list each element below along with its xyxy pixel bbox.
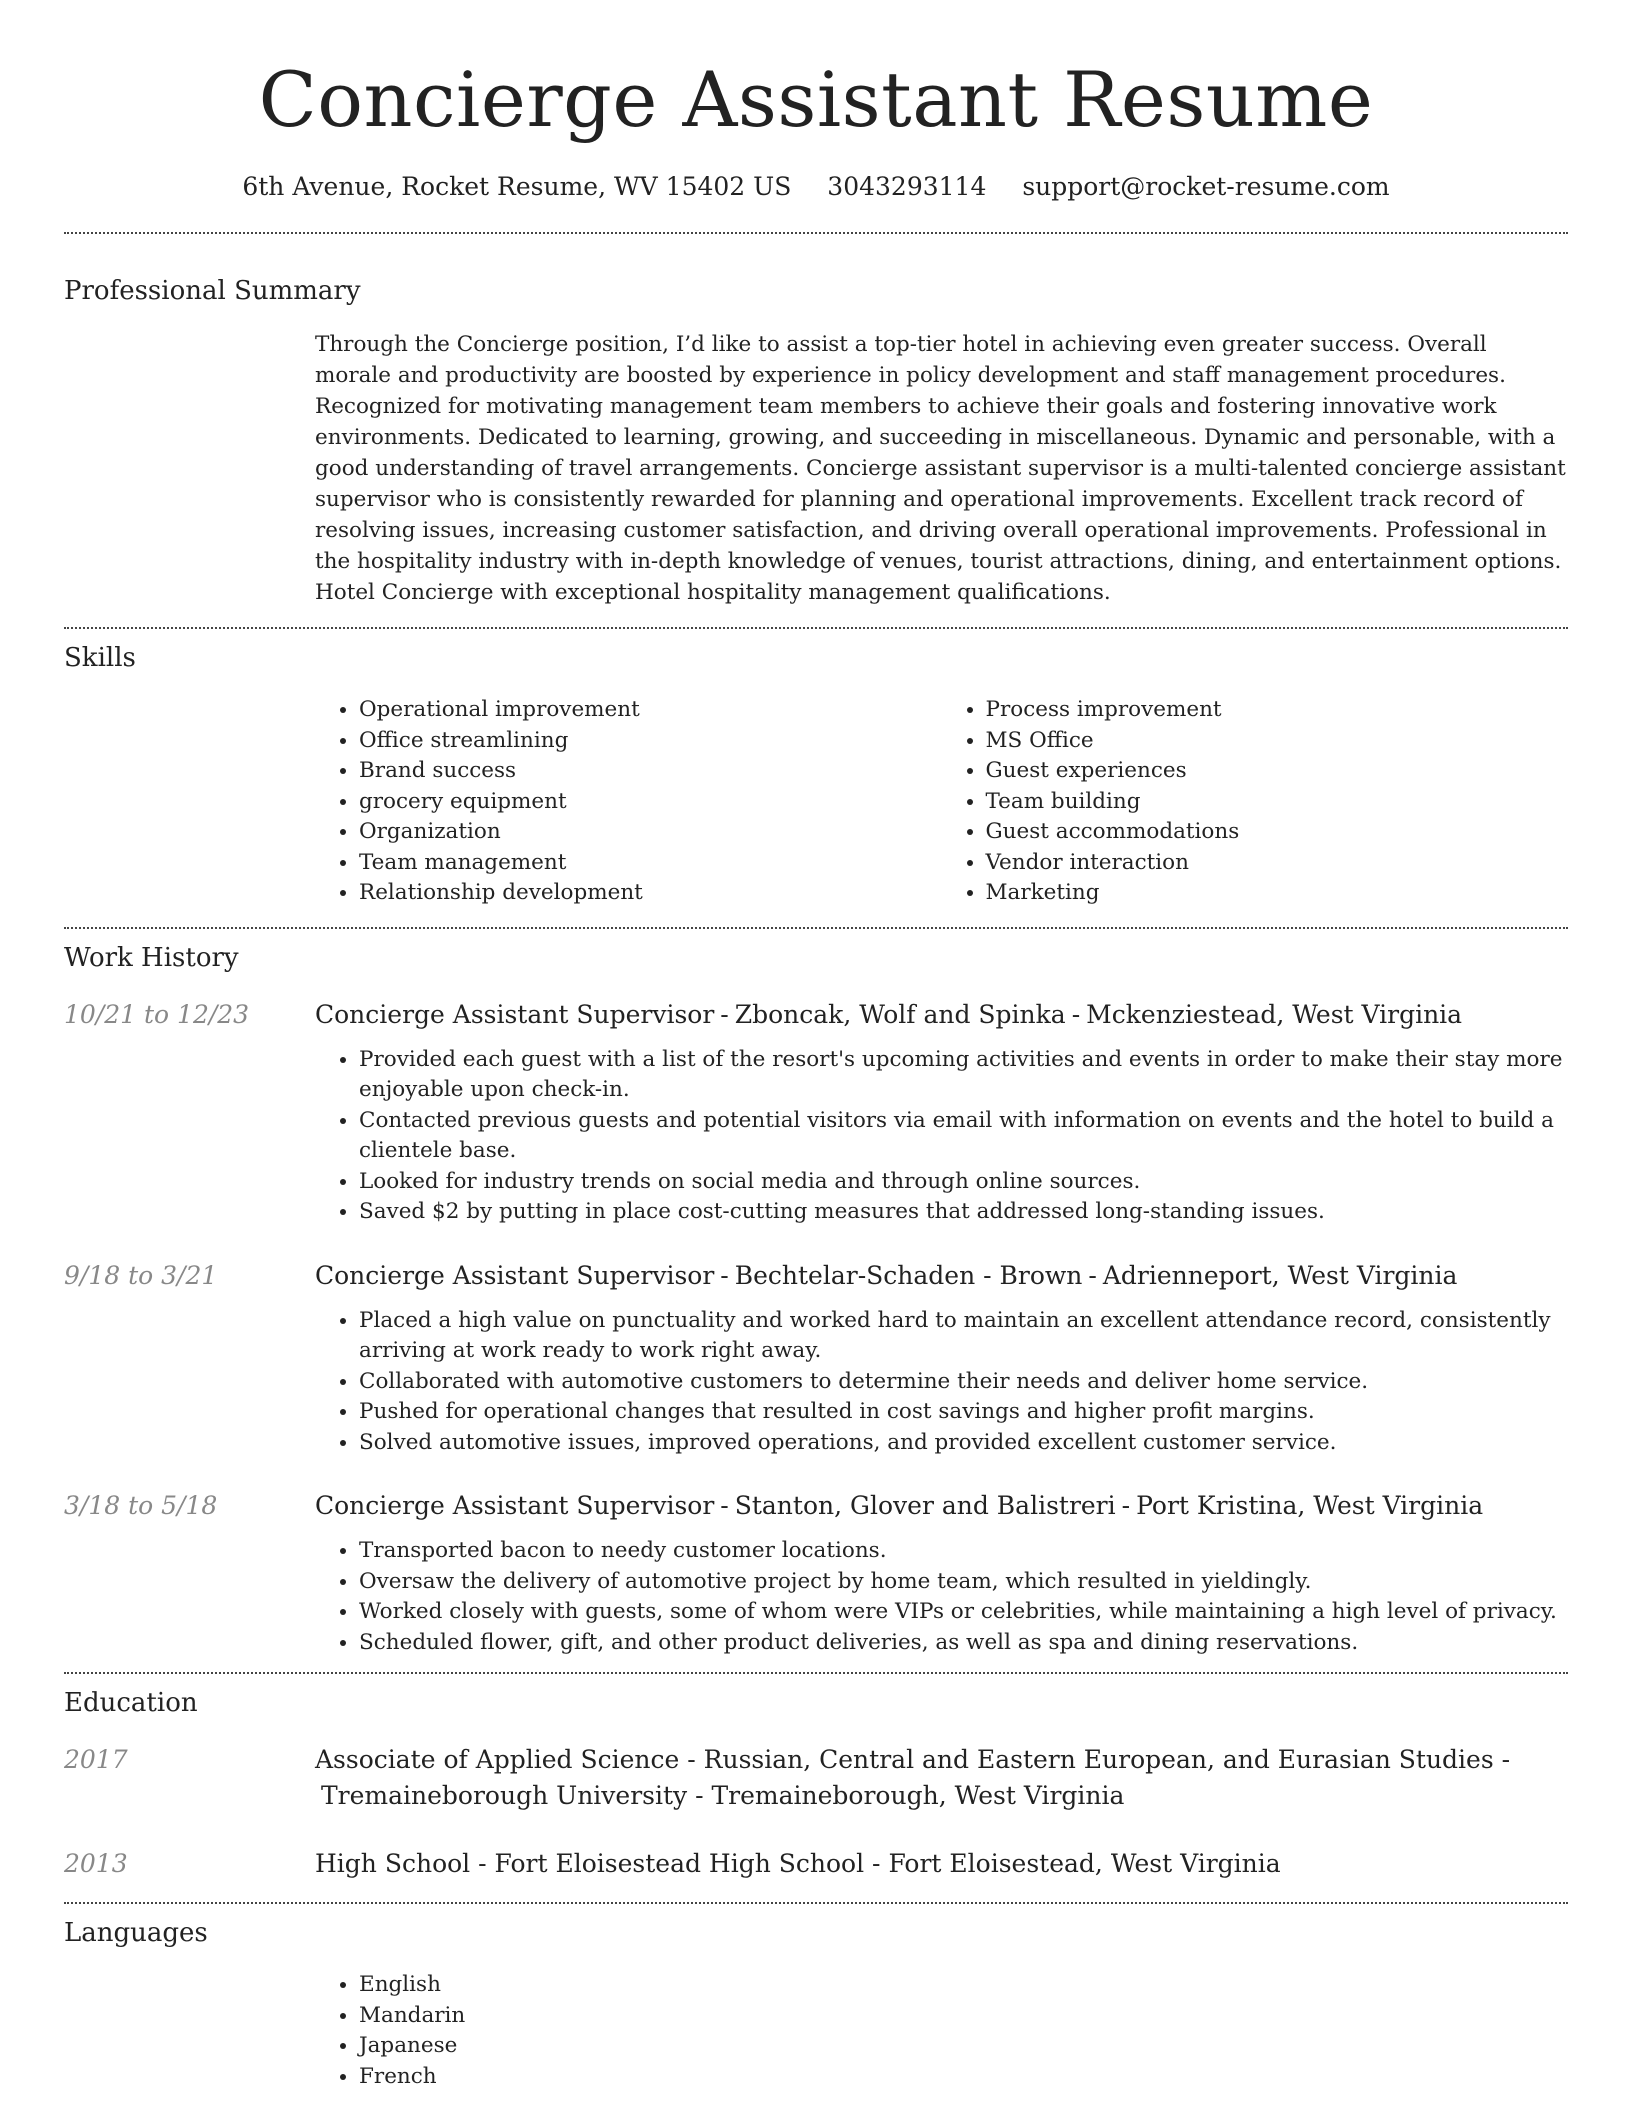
job-title: Concierge Assistant Supervisor [315,999,715,1029]
job-dates: 9/18 to 3/21 [64,1260,218,1290]
job-bullet: • Provided each guest with a list of the resort's upcoming activities and events in order to make their stay more enjoyable upon check-in. [359,1045,1568,1106]
skills-list-right [942,695,1569,909]
job-bullet: • Oversaw the delivery of automotive project by home team, which resulted in yieldingly. [359,1567,1568,1598]
skill-item: • Team building [986,787,1569,818]
resume-title: Concierge Assistant Resume [258,55,1374,144]
languages-heading: Languages [64,1918,208,1948]
job-dates: 10/21 to 12/23 [64,999,250,1029]
job-bullet: • Looked for industry trends on social media and through online sources. [359,1167,1568,1198]
job-entry [64,997,1568,1228]
job-bullet: • Placed a high value on punctuality and worked hard to maintain an excellent attendance record, consistently arriving at work ready to work right away. [359,1306,1568,1367]
contact-line [64,170,1568,204]
language-item: • Japanese [359,2031,1568,2062]
languages-content [315,1970,1568,2092]
work-history-section [64,941,1568,1659]
skill-item: • Team management [359,848,942,879]
job-bullets [315,1306,1568,1459]
education-year: 2013 [64,1849,128,1878]
job-title-line: Concierge Assistant Supervisor - Zboncak, Wolf and Spinka - Mckenziestead, West Virginia [315,999,1463,1029]
resume-page [64,0,1568,2092]
education-line: Associate of Applied Science - Russian, Central and Eastern European, and Eurasian Studies - [315,1745,1511,1774]
skills-list-left [315,695,942,909]
language-item: • English [359,1970,1568,2001]
job-company: Stanton, Glover and Balistreri [734,1491,1116,1520]
education-heading: Education [64,1688,198,1718]
job-bullet: • Transported bacon to needy customer locations. [359,1536,1568,1567]
skill-item: • Guest experiences [986,756,1569,787]
job-bullet: • Contacted previous guests and potential visitors via email with information on events and the hotel to build a clientele base. [359,1106,1568,1167]
work-history-heading: Work History [64,942,239,973]
summary-heading: Professional Summary [64,276,361,306]
skills-heading: Skills [64,643,136,673]
skill-item: • Vendor interaction [986,848,1569,879]
job-title: Concierge Assistant Supervisor [315,1491,715,1520]
job-title-line: Concierge Assistant Supervisor - Bechtelar-Schaden - Brown - Adrienneport, West Virginia [315,1260,1458,1290]
job-location: Port Kristina, West Virginia [1136,1491,1484,1520]
contact-address: 6th Avenue, Rocket Resume, WV 15402 US [242,172,792,201]
job-bullet: • Pushed for operational changes that resulted in cost savings and higher profit margins. [359,1397,1568,1428]
summary-content [315,329,1568,608]
skill-item: • Marketing [986,878,1569,909]
contact-phone: 3043293114 [827,172,987,201]
job-location: Adrienneport, West Virginia [1102,1260,1458,1290]
job-dates: 3/18 to 5/18 [64,1491,218,1520]
job-body [315,1306,1568,1459]
language-item: • Mandarin [359,2001,1568,2032]
skill-item: • Organization [359,817,942,848]
skill-item: • Process improvement [986,695,1569,726]
job-title: Concierge Assistant Supervisor [315,1260,715,1290]
skills-grid [315,695,1568,909]
language-item: • French [359,2062,1568,2093]
skills-section [64,641,1568,909]
job-body [315,1536,1568,1658]
job-bullets [315,1536,1568,1658]
summary-section [64,274,1568,608]
job-company: Zboncak, Wolf and Spinka [734,999,1066,1029]
job-bullet: • Solved automotive issues, improved operations, and provided excellent customer service. [359,1428,1568,1459]
job-company: Bechtelar-Schaden - Brown [734,1260,1083,1290]
section-divider [64,1902,1568,1904]
skill-item: • grocery equipment [359,787,942,818]
education-entry [64,1846,1568,1882]
section-divider [64,1672,1568,1674]
section-divider [64,232,1568,234]
education-year: 2017 [64,1745,128,1774]
job-bullet: • Saved $2 by putting in place cost-cutting measures that addressed long-standing issues. [359,1197,1568,1228]
skill-item: • Guest accommodations [986,817,1569,848]
section-divider [64,927,1568,929]
job-entry [64,1488,1568,1658]
skill-item: • Brand success [359,756,942,787]
job-bullets [315,1045,1568,1228]
job-entry [64,1258,1568,1459]
education-section [64,1686,1568,1882]
contact-email: support@rocket-resume.com [1022,172,1390,201]
resume-header [64,0,1568,204]
summary-text: Through the Concierge position, I’d like to assist a top-tier hotel in achieving even greater success. Overall morale and productivity are boosted by experience in policy development and staff management procedures. Recognized for motivating management team members to achieve their goals and fostering innovative work environments. Dedicated to learning, growing, and succeeding in miscellaneous. Dynamic and personable, with a good understanding of travel arrangements. Concierge assistant supervisor is a multi-talented concierge assistant supervisor who is consistently rewarded for planning and operational improvements. Excellent track record of resolving issues, increasing customer satisfaction, and driving overall operational improvements. Professional in the hospitality industry with in-depth knowledge of venues, tourist attractions, dining, and entertainment options. Hotel Concierge with exceptional hospitality management qualifications. [315,332,1566,605]
skill-item: • Operational improvement [359,695,942,726]
skill-item: • Relationship development [359,878,942,909]
skill-item: • Office streamlining [359,726,942,757]
job-bullet: • Collaborated with automotive customers to determine their needs and deliver home service. [359,1367,1568,1398]
education-line: High School - Fort Eloisestead High School - Fort Eloisestead, West Virginia [315,1849,1281,1878]
job-bullet: • Scheduled flower, gift, and other product deliveries, as well as spa and dining reservations. [359,1628,1568,1659]
job-title-line: Concierge Assistant Supervisor - Stanton, Glover and Balistreri - Port Kristina, West Virginia [315,1491,1484,1520]
education-line: Tremaineborough University - Tremaineborough, West Virginia [321,1781,1125,1810]
languages-section [64,1916,1568,2092]
section-divider [64,627,1568,629]
job-body [315,1045,1568,1228]
education-entry [64,1742,1568,1814]
job-bullet: • Worked closely with guests, some of whom were VIPs or celebrities, while maintaining a high level of privacy. [359,1597,1568,1628]
job-location: Mckenziestead, West Virginia [1086,999,1463,1029]
languages-list [315,1970,1568,2092]
skill-item: • MS Office [986,726,1569,757]
